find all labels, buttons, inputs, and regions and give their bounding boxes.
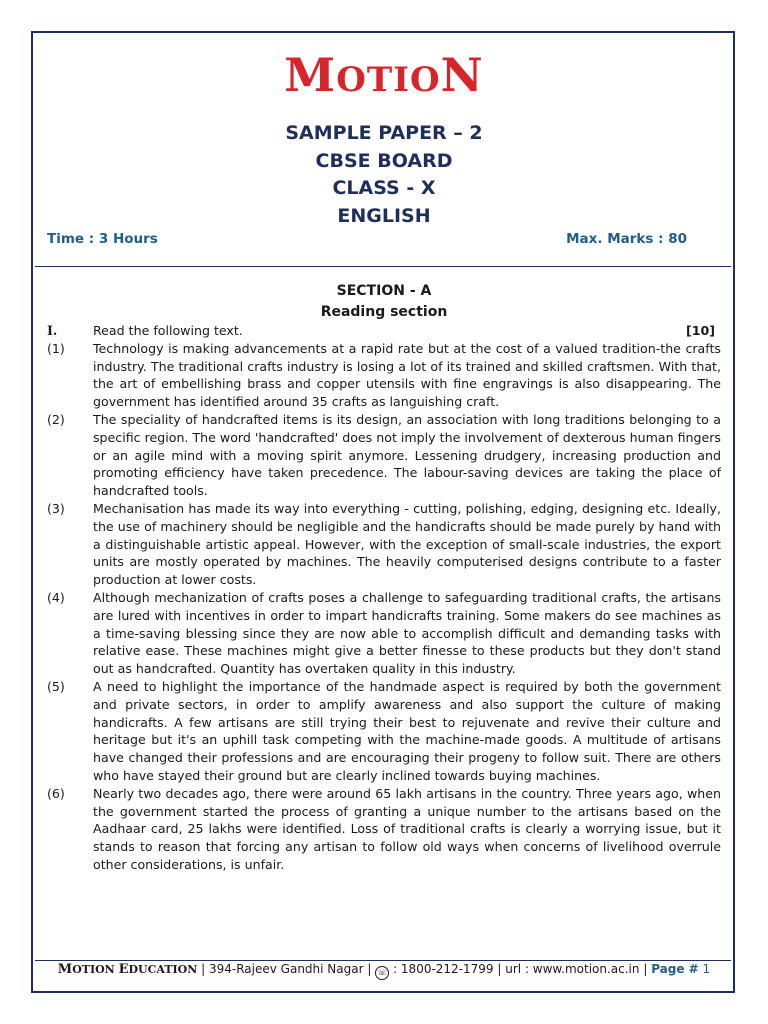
subject-title: ENGLISH xyxy=(337,204,431,227)
passage-paragraph xyxy=(47,589,721,678)
paragraph-text: Mechanisation has made its way into everything - cutting, polishing, edging, designing etc. Ideally, the use of machinery should be negligible and the handicrafts should be made purely by hand with a distinguishable artistic appeal. However, with the exception of small-scale industries, the export units are mostly operated by machines. The heavily computerised designs contribute to a faster production at lower costs. xyxy=(93,500,721,588)
header-divider xyxy=(35,266,731,267)
passage-paragraph xyxy=(47,785,721,874)
section-subtitle: Reading section xyxy=(320,304,448,320)
paragraph-list xyxy=(47,340,721,874)
reading-passage xyxy=(47,322,721,874)
footer-phone: : 1800-212-1799 xyxy=(393,962,494,976)
page-label: Page # xyxy=(651,962,699,976)
footer-brand: MOTION EDUCATION xyxy=(57,962,198,977)
paragraph-number: (4) xyxy=(47,589,65,605)
paragraph-text: Nearly two decades ago, there were around 65 lakh artisans in the country. Three years ago, when the government started the process of granting a unique number to the artisans based on the Aadhaar card, 25 lakhs were identified. Loss of traditional crafts is clearly a worrying issue, but it stands to reason that forcing any artisan to follow old ways when concerns of livelihood overrule other considerations, is unfair. xyxy=(93,785,721,872)
passage-paragraph xyxy=(47,340,721,411)
footer-divider xyxy=(35,960,731,961)
passage-paragraph xyxy=(47,500,721,589)
paragraph-number: (3) xyxy=(47,500,65,516)
board-title: CBSE BOARD xyxy=(315,149,453,172)
paper-title: SAMPLE PAPER – 2 xyxy=(285,122,483,144)
question-instruction: Read the following text. xyxy=(93,323,243,338)
paragraph-text: Although mechanization of crafts poses a challenge to safeguarding traditional crafts, the artisans are lured with incentives in order to impart handicrafts training. Some makers do see machines as a time-saving blessing since they are now able to accomplish difficult and demanding tasks with relative ease. These machines might give a better finesse to these products but they don't stand out as handcrafted. Quantity has overtaken quality in this industry. xyxy=(93,589,721,677)
passage-paragraph xyxy=(47,411,721,500)
passage-paragraph xyxy=(47,678,721,785)
paper-title-block xyxy=(0,120,768,230)
max-marks: Max. Marks : 80 xyxy=(566,231,687,247)
section-title: SECTION - A xyxy=(336,283,432,299)
paragraph-number: (6) xyxy=(47,785,65,801)
exam-meta xyxy=(47,231,687,247)
motion-logo: MOTION xyxy=(284,48,484,102)
phone-icon: ☏ xyxy=(375,966,389,980)
footer-address: 394-Rajeev Gandhi Nagar xyxy=(209,962,364,976)
question-marks: [10] xyxy=(685,323,715,338)
question-row xyxy=(47,322,721,340)
class-title: CLASS - X xyxy=(332,177,436,199)
paragraph-number: (5) xyxy=(47,678,65,694)
page-footer: MOTION EDUCATION | 394-Rajeev Gandhi Nagar | ☏ : 1800-212-1799 | url : www.motion.ac.in | Page # 1 xyxy=(0,962,768,980)
paragraph-number: (1) xyxy=(47,340,65,356)
paragraph-text: Technology is making advancements at a rapid rate but at the cost of a valued tradition-the crafts industry. The traditional crafts industry is losing a lot of its trained and skilled craftsmen. With that, the art of embellishing brass and copper utensils with fine engravings is also disappearing. The government has identified around 35 crafts as languishing craft. xyxy=(93,340,721,410)
paragraph-text: The speciality of handcrafted items is its design, an association with long traditions belonging to a specific region. The word 'handcrafted' does not imply the involvement of dexterous human fingers or an agile mind with a moving spirit anymore. Lessening drudgery, increasing production and promoting efficiency have taken precedence. The labour-saving devices are taking the place of handcrafted tools. xyxy=(93,411,721,499)
page-number: 1 xyxy=(702,962,711,976)
section-heading xyxy=(0,281,768,323)
paragraph-number: (2) xyxy=(47,411,65,427)
question-number: I. xyxy=(47,323,58,338)
footer-url: url : www.motion.ac.in xyxy=(505,962,640,976)
time-allowed: Time : 3 Hours xyxy=(47,231,158,247)
paragraph-text: A need to highlight the importance of the handmade aspect is required by both the government and private sectors, in order to amplify awareness and also support the culture of making handicrafts. A few artisans are still trying their best to rejuvenate and revive their culture and heritage but it's an uphill task competing with the machine-made goods. A multitude of artisans have changed their professions and are encouraging their progeny to follow suit. There are others who have stayed their ground but are clearly inclined towards buying machines. xyxy=(93,678,721,783)
